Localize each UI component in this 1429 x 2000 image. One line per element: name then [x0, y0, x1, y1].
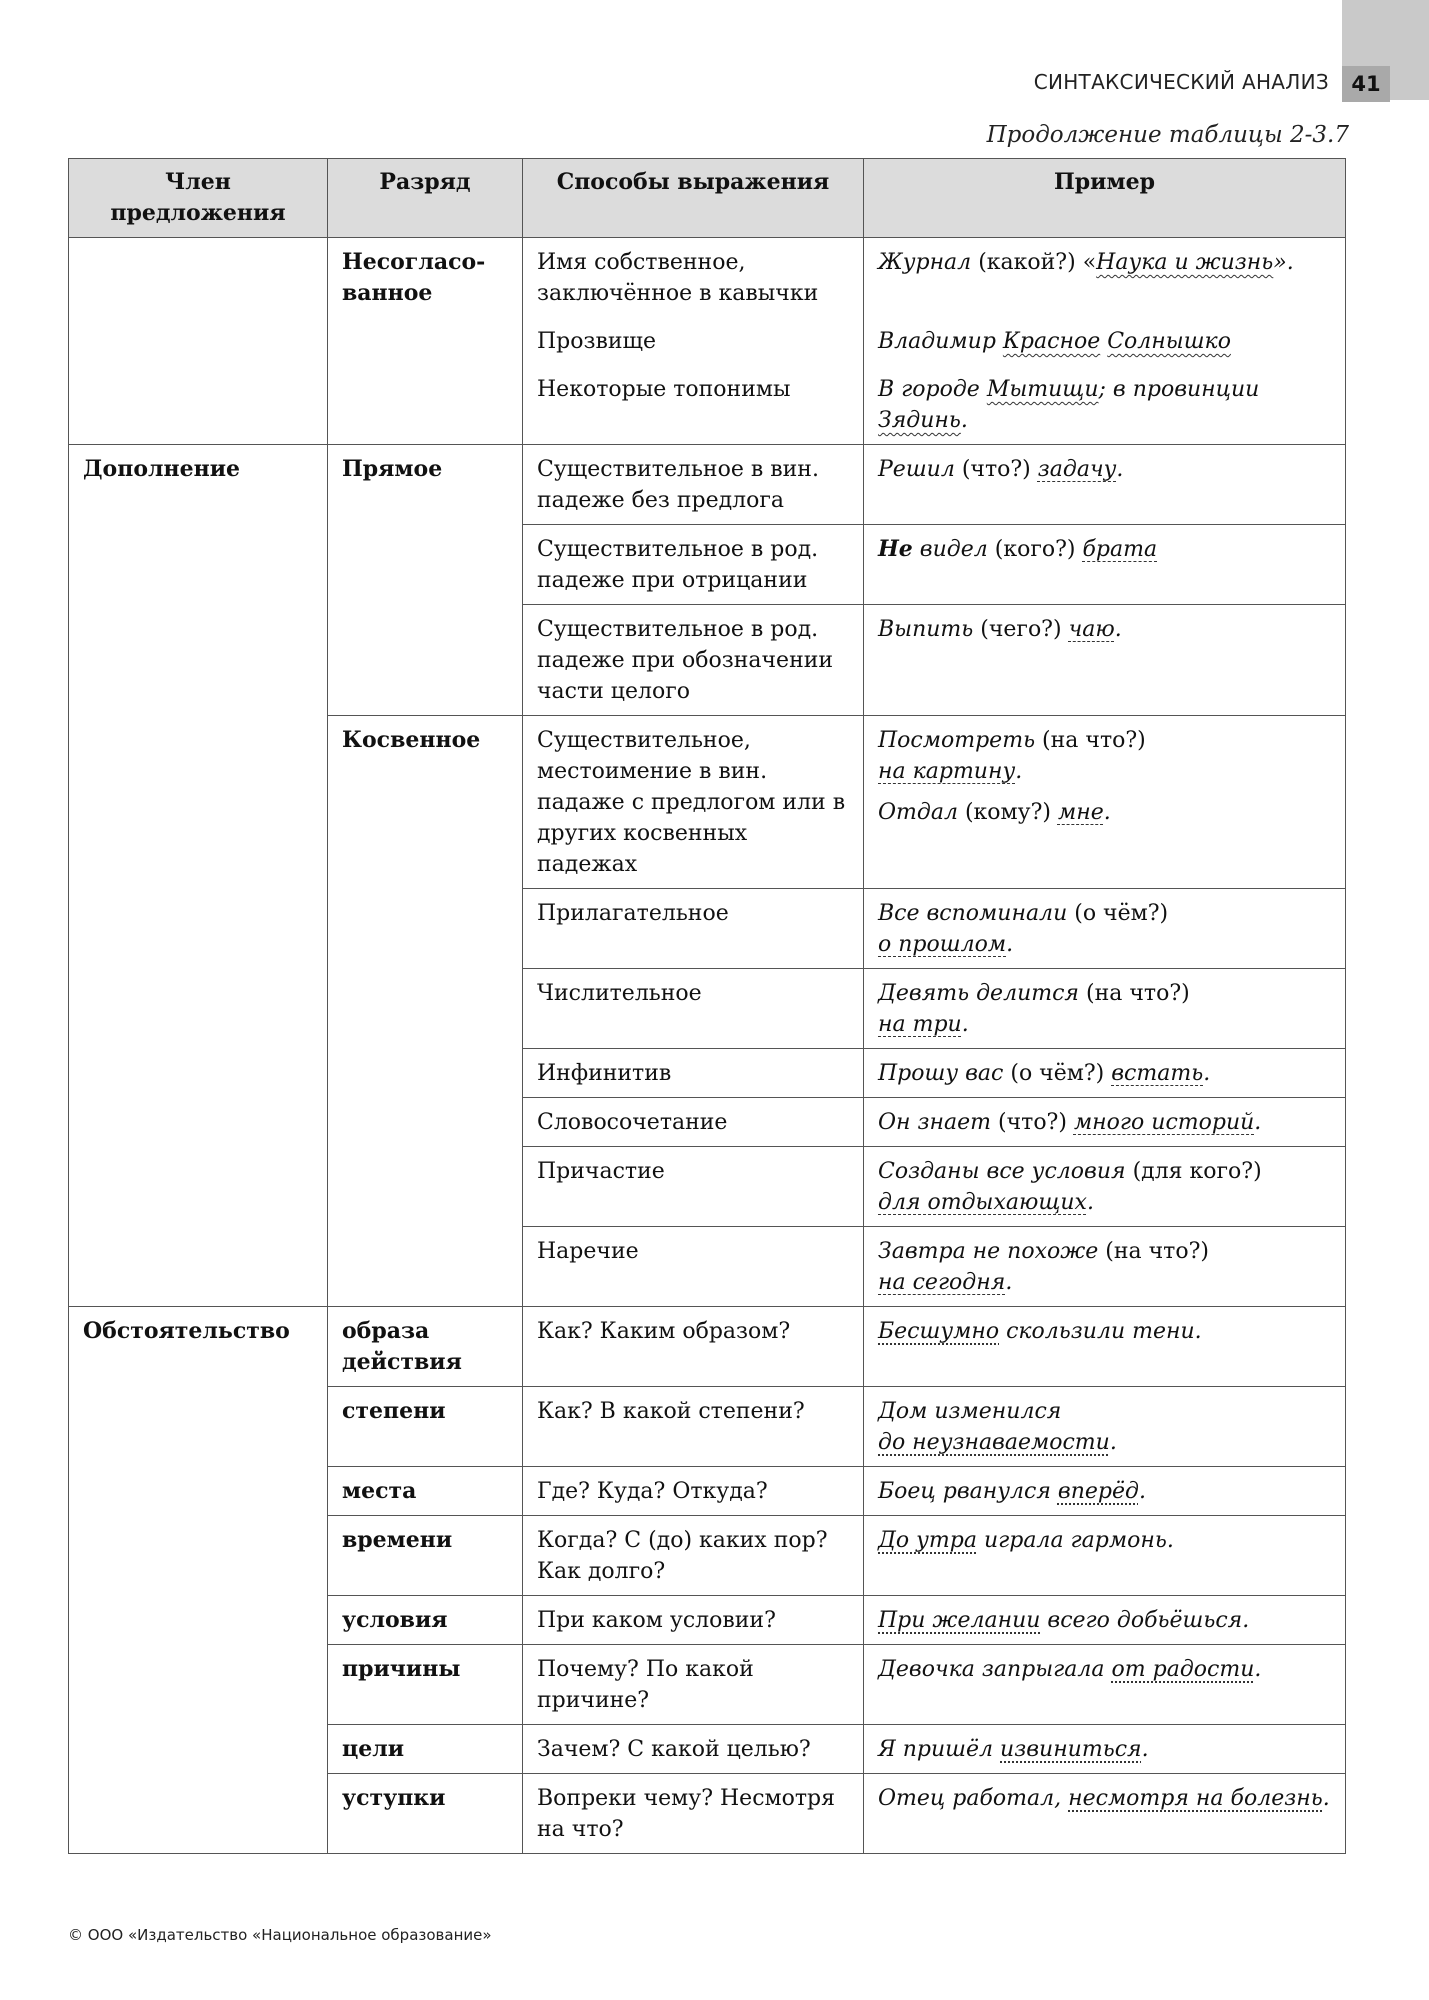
rank-cell: образа действия	[328, 1307, 523, 1387]
means-cell: Существительное в вин. падеже без предлога	[523, 445, 864, 525]
page-number: 41	[1342, 66, 1390, 102]
means-cell: Зачем? С какой целью?	[523, 1725, 864, 1774]
means-cell: Некоторые топонимы	[523, 365, 864, 445]
means-cell: Инфинитив	[523, 1049, 864, 1098]
example-cell: При желании всего добьёшься.	[864, 1596, 1346, 1645]
rank-cell: степени	[328, 1387, 523, 1467]
running-title: СИНТАКСИЧЕСКИЙ АНАЛИЗ	[1033, 70, 1329, 94]
example-cell: В городе Мытищи; в провинции Зядинь.	[864, 365, 1346, 445]
means-cell: Существительное в род. падеже при обозначении части целого	[523, 605, 864, 716]
table-row	[69, 1307, 1346, 1387]
means-cell: Вопреки чему? Несмотря на что?	[523, 1774, 864, 1854]
means-cell: При каком условии?	[523, 1596, 864, 1645]
rank-cell: цели	[328, 1725, 523, 1774]
rank-cell: Несогласо-ванное	[328, 238, 523, 445]
example-cell: Девочка запрыгала от радости.	[864, 1645, 1346, 1725]
means-cell: Существительное, местоимение в вин. падаже с предлогом или в других косвенных падежах	[523, 716, 864, 889]
example-cell: Созданы все условия (для кого?) для отдыхающих.	[864, 1147, 1346, 1227]
example-cell: Посмотреть (на что?) на картину. Отдал (кому?) мне.	[864, 716, 1346, 889]
example-cell: Прошу вас (о чём?) встать.	[864, 1049, 1346, 1098]
means-cell: Числительное	[523, 969, 864, 1049]
example-cell: Он знает (что?) много историй.	[864, 1098, 1346, 1147]
copyright-footer: © ООО «Издательство «Национальное образование»	[68, 1926, 492, 1944]
means-cell: Наречие	[523, 1227, 864, 1307]
example-cell: Выпить (чего?) чаю.	[864, 605, 1346, 716]
means-cell: Прилагательное	[523, 889, 864, 969]
means-cell: Существительное в род. падеже при отрицании	[523, 525, 864, 605]
column-header: Разряд	[328, 159, 523, 238]
column-header: Способы выражения	[523, 159, 864, 238]
rank-cell: места	[328, 1467, 523, 1516]
example-cell: Завтра не похоже (на что?) на сегодня.	[864, 1227, 1346, 1307]
example-cell: Отец работал, несмотря на болезнь.	[864, 1774, 1346, 1854]
means-cell: Как? Каким образом?	[523, 1307, 864, 1387]
example-cell: До утра играла гармонь.	[864, 1516, 1346, 1596]
example-cell: Дом изменился до неузнаваемости.	[864, 1387, 1346, 1467]
example-cell: Владимир Красное Солнышко	[864, 317, 1346, 365]
means-cell: Почему? По какой причине?	[523, 1645, 864, 1725]
rank-cell: уступки	[328, 1774, 523, 1854]
means-cell: Где? Куда? Откуда?	[523, 1467, 864, 1516]
rank-cell: Прямое	[328, 445, 523, 716]
example-cell: Девять делится (на что?) на три.	[864, 969, 1346, 1049]
example-cell: Не видел (кого?) брата	[864, 525, 1346, 605]
table-caption: Продолжение таблицы 2-3.7	[986, 122, 1349, 148]
example-cell: Журнал (какой?) «Наука и жизнь».	[864, 238, 1346, 318]
syntax-table	[68, 158, 1346, 1854]
example-cell: Боец рванулся вперёд.	[864, 1467, 1346, 1516]
rank-cell: причины	[328, 1645, 523, 1725]
means-cell: Словосочетание	[523, 1098, 864, 1147]
table-row	[69, 238, 1346, 318]
column-header: Пример	[864, 159, 1346, 238]
means-cell: Когда? С (до) каких пор? Как долго?	[523, 1516, 864, 1596]
member-cell	[69, 238, 328, 445]
example-cell: Бесшумно скользили тени.	[864, 1307, 1346, 1387]
member-cell: Дополнение	[69, 445, 328, 1307]
table-header-row	[69, 159, 1346, 238]
means-cell: Причастие	[523, 1147, 864, 1227]
table-row	[69, 445, 1346, 525]
example-cell: Решил (что?) задачу.	[864, 445, 1346, 525]
rank-cell: времени	[328, 1516, 523, 1596]
example-cell: Все вспоминали (о чём?) о прошлом.	[864, 889, 1346, 969]
rank-cell: Косвенное	[328, 716, 523, 1307]
means-cell: Как? В какой степени?	[523, 1387, 864, 1467]
example-cell: Я пришёл извиниться.	[864, 1725, 1346, 1774]
means-cell: Прозвище	[523, 317, 864, 365]
means-cell: Имя собственное, заключённое в кавычки	[523, 238, 864, 318]
rank-cell: условия	[328, 1596, 523, 1645]
member-cell: Обстоятельство	[69, 1307, 328, 1854]
column-header: Член предложения	[69, 159, 328, 238]
